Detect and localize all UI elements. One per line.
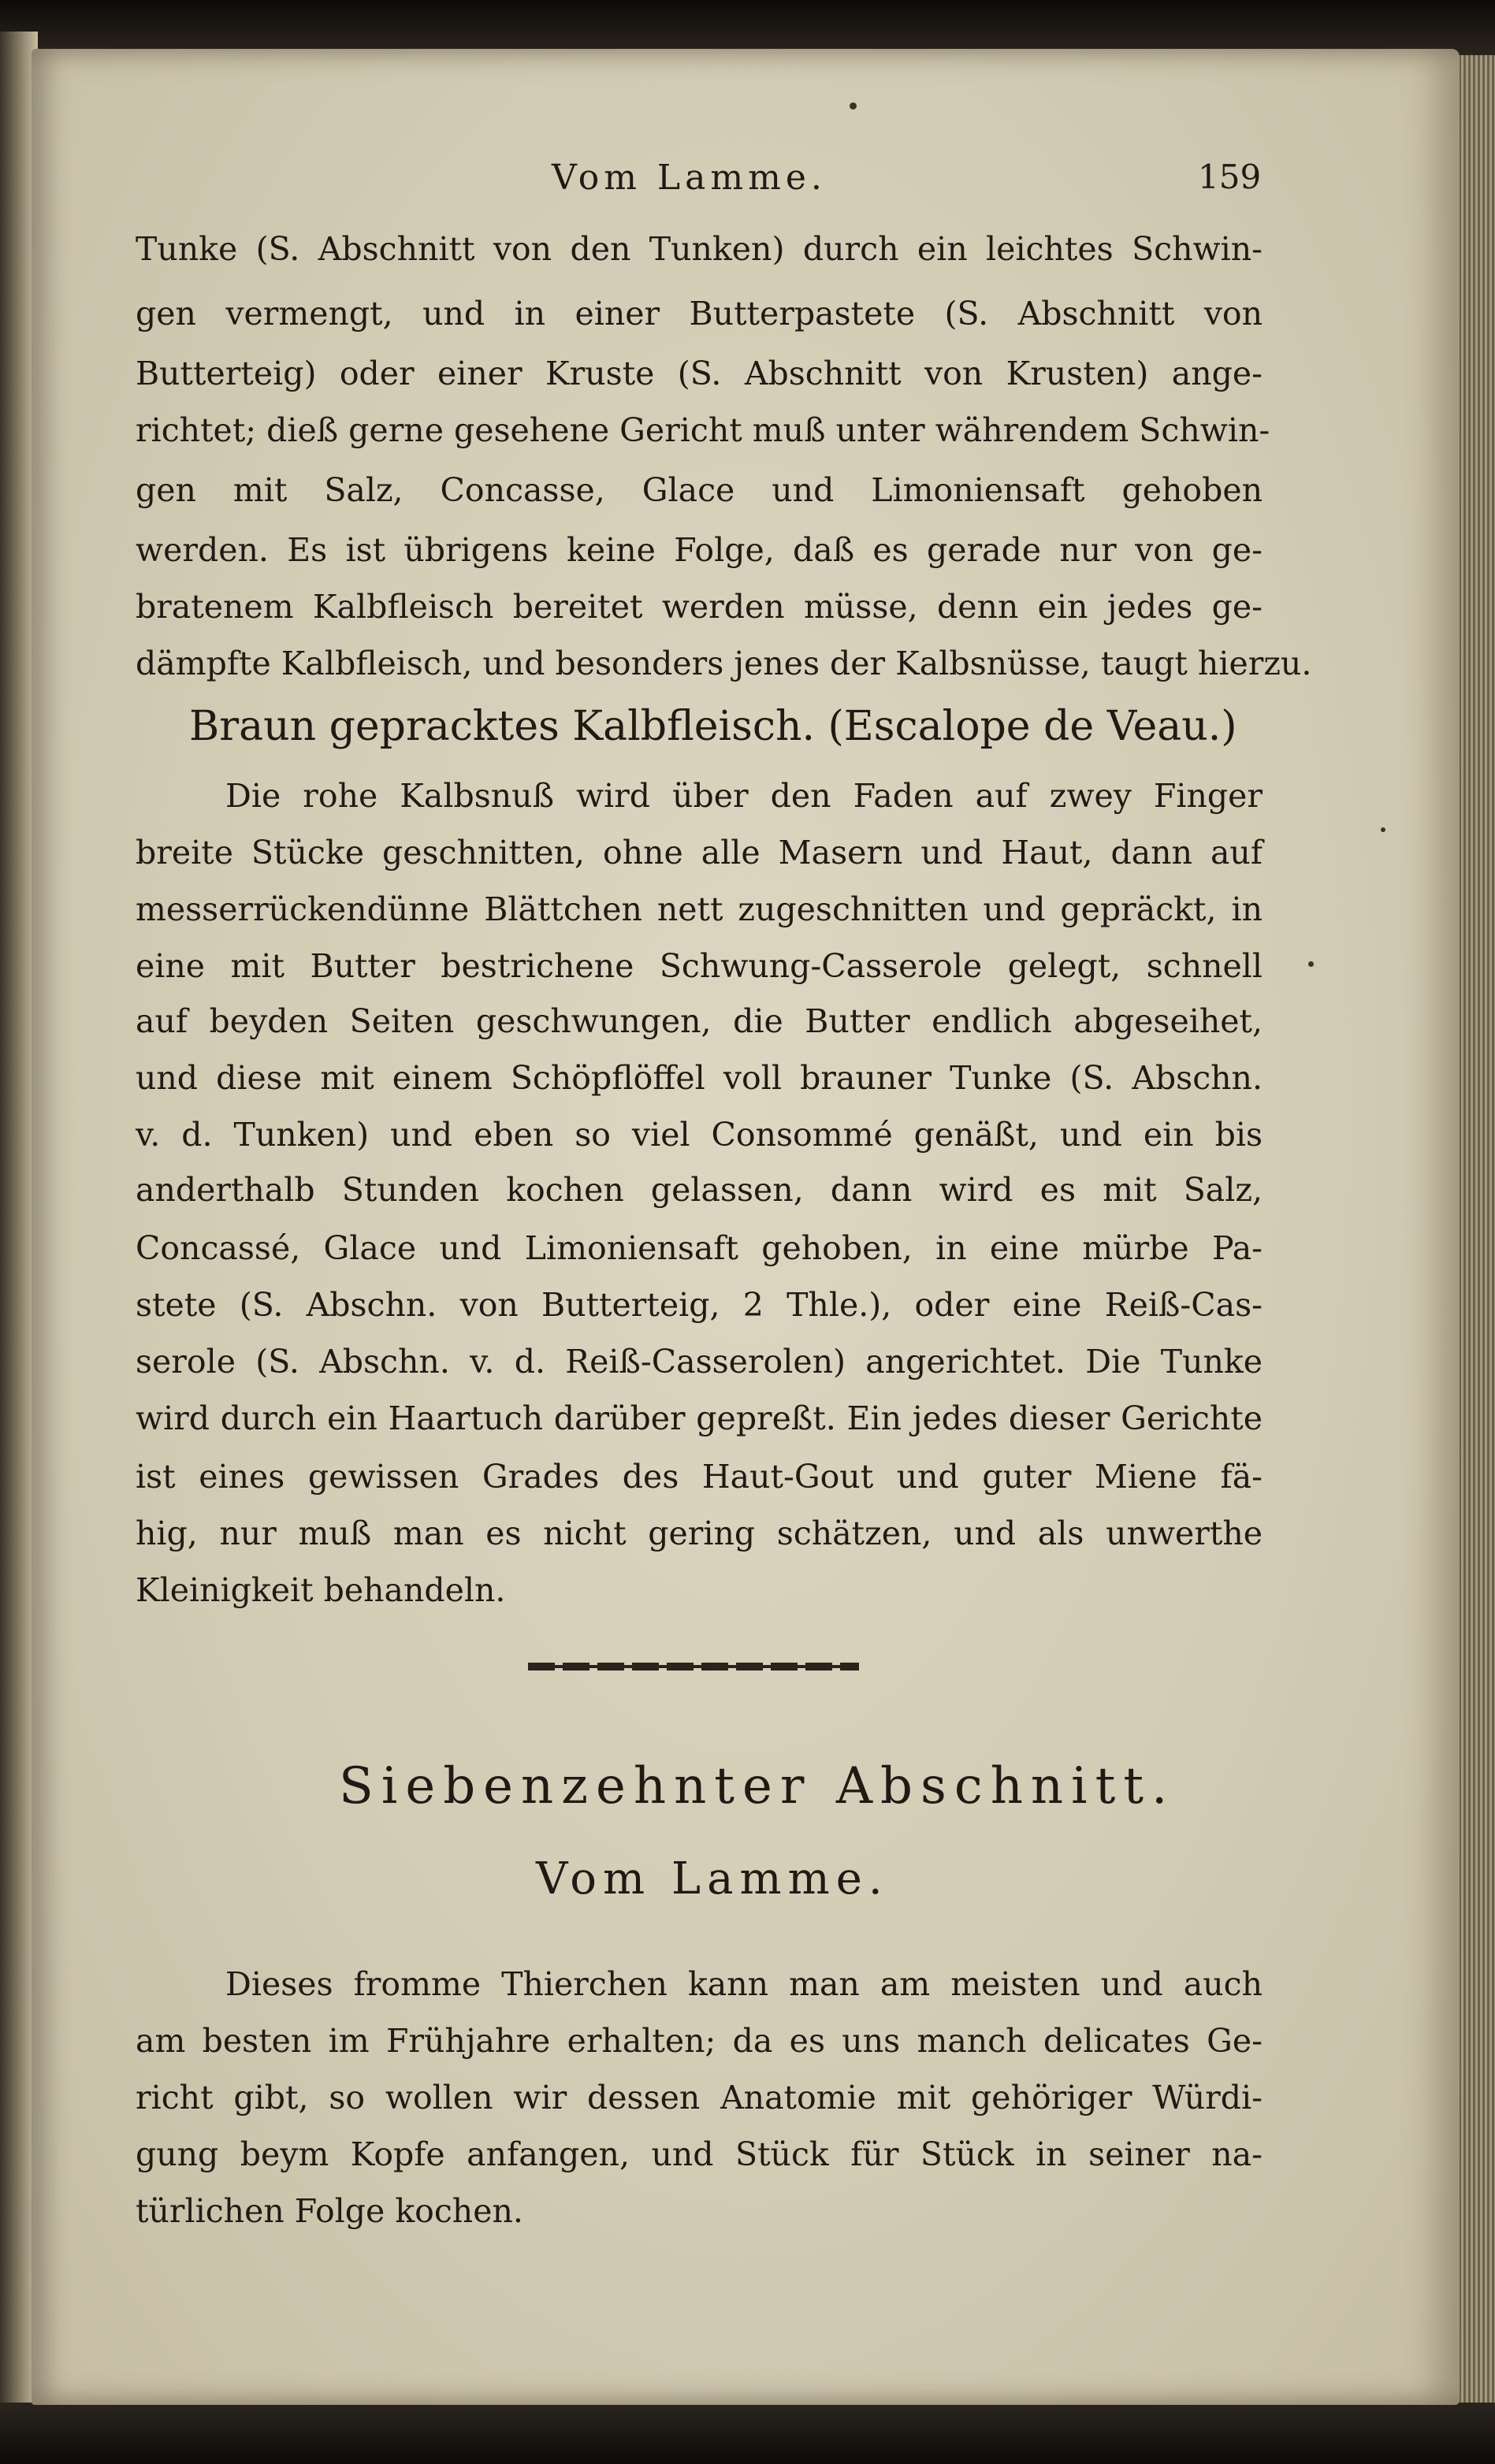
recipe-line: auf beyden Seiten geschwungen, die Butter endlich abgeseihet,	[136, 1002, 1263, 1040]
page-number: 159	[1198, 158, 1262, 196]
recipe-heading: Braun gepracktes Kalbfleisch. (Escalope de Veau.)	[189, 703, 1237, 750]
ink-speck	[1308, 961, 1314, 967]
recipe-line: Die rohe Kalbsnuß wird über den Faden auf zwey Finger	[225, 777, 1263, 815]
paragraph-line: gen vermengt, und in einer Butterpastete (S. Abschnitt von	[136, 295, 1263, 333]
paragraph-line: werden. Es ist übrigens keine Folge, daß es gerade nur von ge-	[136, 531, 1263, 569]
page-stack-edge	[1459, 55, 1495, 2419]
book-top-edge	[0, 0, 1495, 55]
chapter-line: am besten im Frühjahre erhalten; da es uns manch delicates Ge-	[136, 2022, 1263, 2060]
recipe-line: stete (S. Abschn. von Butterteig, 2 Thle.), oder eine Reiß-Cas-	[136, 1286, 1263, 1324]
paragraph-line: Tunke (S. Abschnitt von den Tunken) durch ein leichtes Schwin-	[136, 230, 1263, 268]
paragraph-line: richtet; dieß gerne gesehene Gericht muß unter währendem Schwin-	[136, 411, 1270, 449]
recipe-line: wird durch ein Haartuch darüber gepreßt. Ein jedes dieser Gerichte	[136, 1399, 1263, 1437]
recipe-line: serole (S. Abschn. v. d. Reiß-Casserolen) angerichtet. Die Tunke	[136, 1343, 1263, 1381]
chapter-line: türlichen Folge kochen.	[136, 2192, 523, 2230]
chapter-subtitle: Vom Lamme.	[536, 1853, 889, 1905]
book-bottom-edge	[0, 2403, 1495, 2464]
chapter-line: richt gibt, so wollen wir dessen Anatomie mit gehöriger Würdi-	[136, 2079, 1263, 2117]
paragraph-line: bratenem Kalbfleisch bereitet werden müsse, denn ein jedes ge-	[136, 588, 1263, 626]
section-divider	[528, 1663, 859, 1671]
recipe-line: hig, nur muß man es nicht gering schätzen, und als unwerthe	[136, 1514, 1263, 1552]
recipe-line: Kleinigkeit behandeln.	[136, 1571, 506, 1609]
paragraph-line: Butterteig) oder einer Kruste (S. Abschnitt von Krusten) ange-	[136, 355, 1263, 392]
recipe-line: v. d. Tunken) und eben so viel Consommé genäßt, und ein bis	[136, 1116, 1263, 1154]
recipe-line: Concassé, Glace und Limoniensaft gehoben, in eine mürbe Pa-	[136, 1229, 1263, 1267]
recipe-line: und diese mit einem Schöpflöffel voll brauner Tunke (S. Abschn.	[136, 1059, 1263, 1097]
ink-speck	[1381, 827, 1385, 832]
ink-speck	[850, 102, 857, 110]
recipe-line: ist eines gewissen Grades des Haut-Gout und guter Miene fä-	[136, 1458, 1263, 1496]
running-head: Vom Lamme.	[552, 158, 827, 198]
paragraph-line: dämpfte Kalbfleisch, und besonders jenes der Kalbsnüsse, taugt hierzu.	[136, 645, 1312, 682]
recipe-line: anderthalb Stunden kochen gelassen, dann wird es mit Salz,	[136, 1171, 1263, 1209]
chapter-line: gung beym Kopfe anfangen, und Stück für Stück in seiner na-	[136, 2135, 1263, 2173]
chapter-line: Dieses fromme Thierchen kann man am meisten und auch	[225, 1965, 1263, 2003]
paragraph-line: gen mit Salz, Concasse, Glace und Limoniensaft gehoben	[136, 471, 1263, 509]
recipe-line: breite Stücke geschnitten, ohne alle Masern und Haut, dann auf	[136, 834, 1263, 872]
recipe-line: eine mit Butter bestrichene Schwung-Casserole gelegt, schnell	[136, 947, 1263, 985]
recipe-line: messerrückendünne Blättchen nett zugeschnitten und gepräckt, in	[136, 890, 1263, 928]
chapter-title: Siebenzehnter Abschnitt.	[339, 1757, 1176, 1815]
